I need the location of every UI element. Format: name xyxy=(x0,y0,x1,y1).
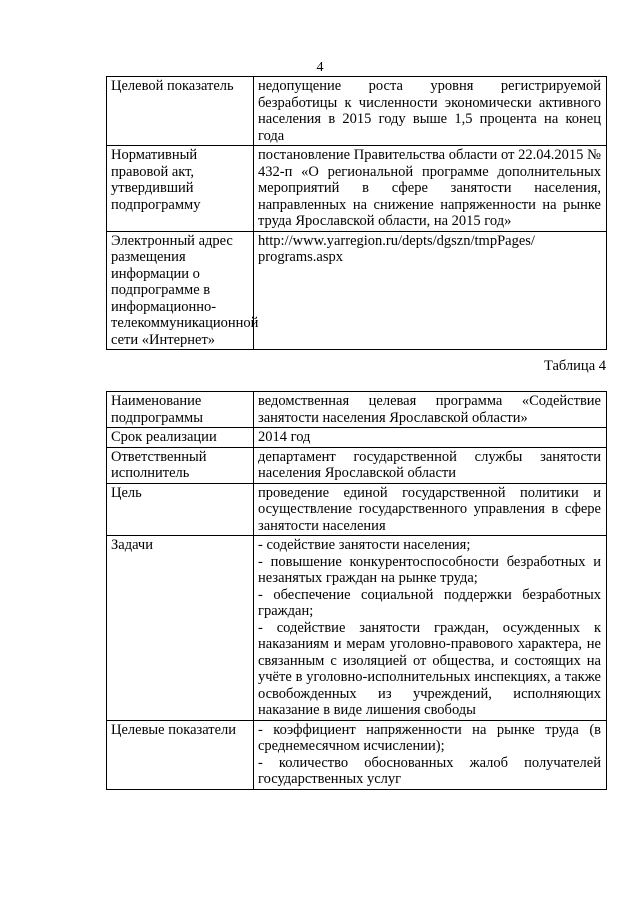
page-number: 4 xyxy=(316,60,324,75)
row-value-indicators xyxy=(254,720,607,789)
table-row xyxy=(107,392,607,428)
task-item: - содействие занятости населения; xyxy=(258,537,471,553)
task-item: - повышение конкурентоспособности безработных и незанятых граждан на рынке труда; xyxy=(258,553,601,586)
table-row xyxy=(107,720,607,789)
url-line: http://www.yarregion.ru/depts/dgszn/tmpPages/ xyxy=(258,232,535,249)
row-label-goal: Цель xyxy=(107,483,254,536)
row-value-responsible: департамент государственной службы занятости населения Ярославской области xyxy=(254,447,607,483)
table-row xyxy=(107,536,607,721)
subprogram-passport-table-2 xyxy=(106,391,607,790)
row-label-internet-address: Электронный адрес размещения информации о подпрограмме в информационно-телекоммуникационной сети «Интернет» xyxy=(107,231,254,350)
table-caption: Таблица 4 xyxy=(543,358,606,374)
row-label-legal-act: Нормативный правовой акт, утвердивший подпрограмму xyxy=(107,146,254,232)
row-label-target-indicator: Целевой показатель xyxy=(107,77,254,146)
row-value-target-indicator: недопущение роста уровня регистрируемой безработицы к численности экономически активного населения в 2015 году выше 1,5 процента на конец года xyxy=(254,77,607,146)
table-row xyxy=(107,231,607,350)
row-label-indicators: Целевые показатели xyxy=(107,720,254,789)
table-row xyxy=(107,483,607,536)
row-label-period: Срок реализации xyxy=(107,428,254,448)
row-value-tasks xyxy=(254,536,607,721)
url-line: programs.aspx xyxy=(258,249,343,265)
indicator-item: - коэффициент напряженности на рынке труда (в среднемесячном исчислении); xyxy=(258,721,601,754)
table-row xyxy=(107,146,607,232)
row-label-subprogram-name: Наименование подпрограммы xyxy=(107,392,254,428)
row-value-period: 2014 год xyxy=(254,428,607,448)
task-item: - обеспечение социальной поддержки безработных граждан; xyxy=(258,586,601,619)
row-label-tasks: Задачи xyxy=(107,536,254,721)
table-row xyxy=(107,77,607,146)
indicator-item: - количество обоснованных жалоб получателей государственных услуг xyxy=(258,754,601,787)
task-item: - содействие занятости граждан, осужденных к наказаниям и мерам уголовно-правового характера, не связанным с изоляцией от общества, и состоящих на учёте в уголовно-исполнительных инспекциях, а также освобожденных из учреждений, исполняющих наказание в виде лишения свободы xyxy=(258,619,601,718)
row-value-legal-act: постановление Правительства области от 22.04.2015 № 432-п «О региональной программе дополнительных мероприятий в сфере занятости населения, направленных на снижение напряженности на рынке труда Ярославской области, на 2015 год» xyxy=(254,146,607,232)
table-row xyxy=(107,447,607,483)
row-label-responsible: Ответственный исполнитель xyxy=(107,447,254,483)
table-row xyxy=(107,428,607,448)
row-value-subprogram-name: ведомственная целевая программа «Содействие занятости населения Ярославской области» xyxy=(254,392,607,428)
row-value-internet-address xyxy=(254,231,607,350)
row-value-goal: проведение единой государственной политики и осуществление государственного управления в сфере занятости населения xyxy=(254,483,607,536)
subprogram-passport-table-1 xyxy=(106,76,607,350)
